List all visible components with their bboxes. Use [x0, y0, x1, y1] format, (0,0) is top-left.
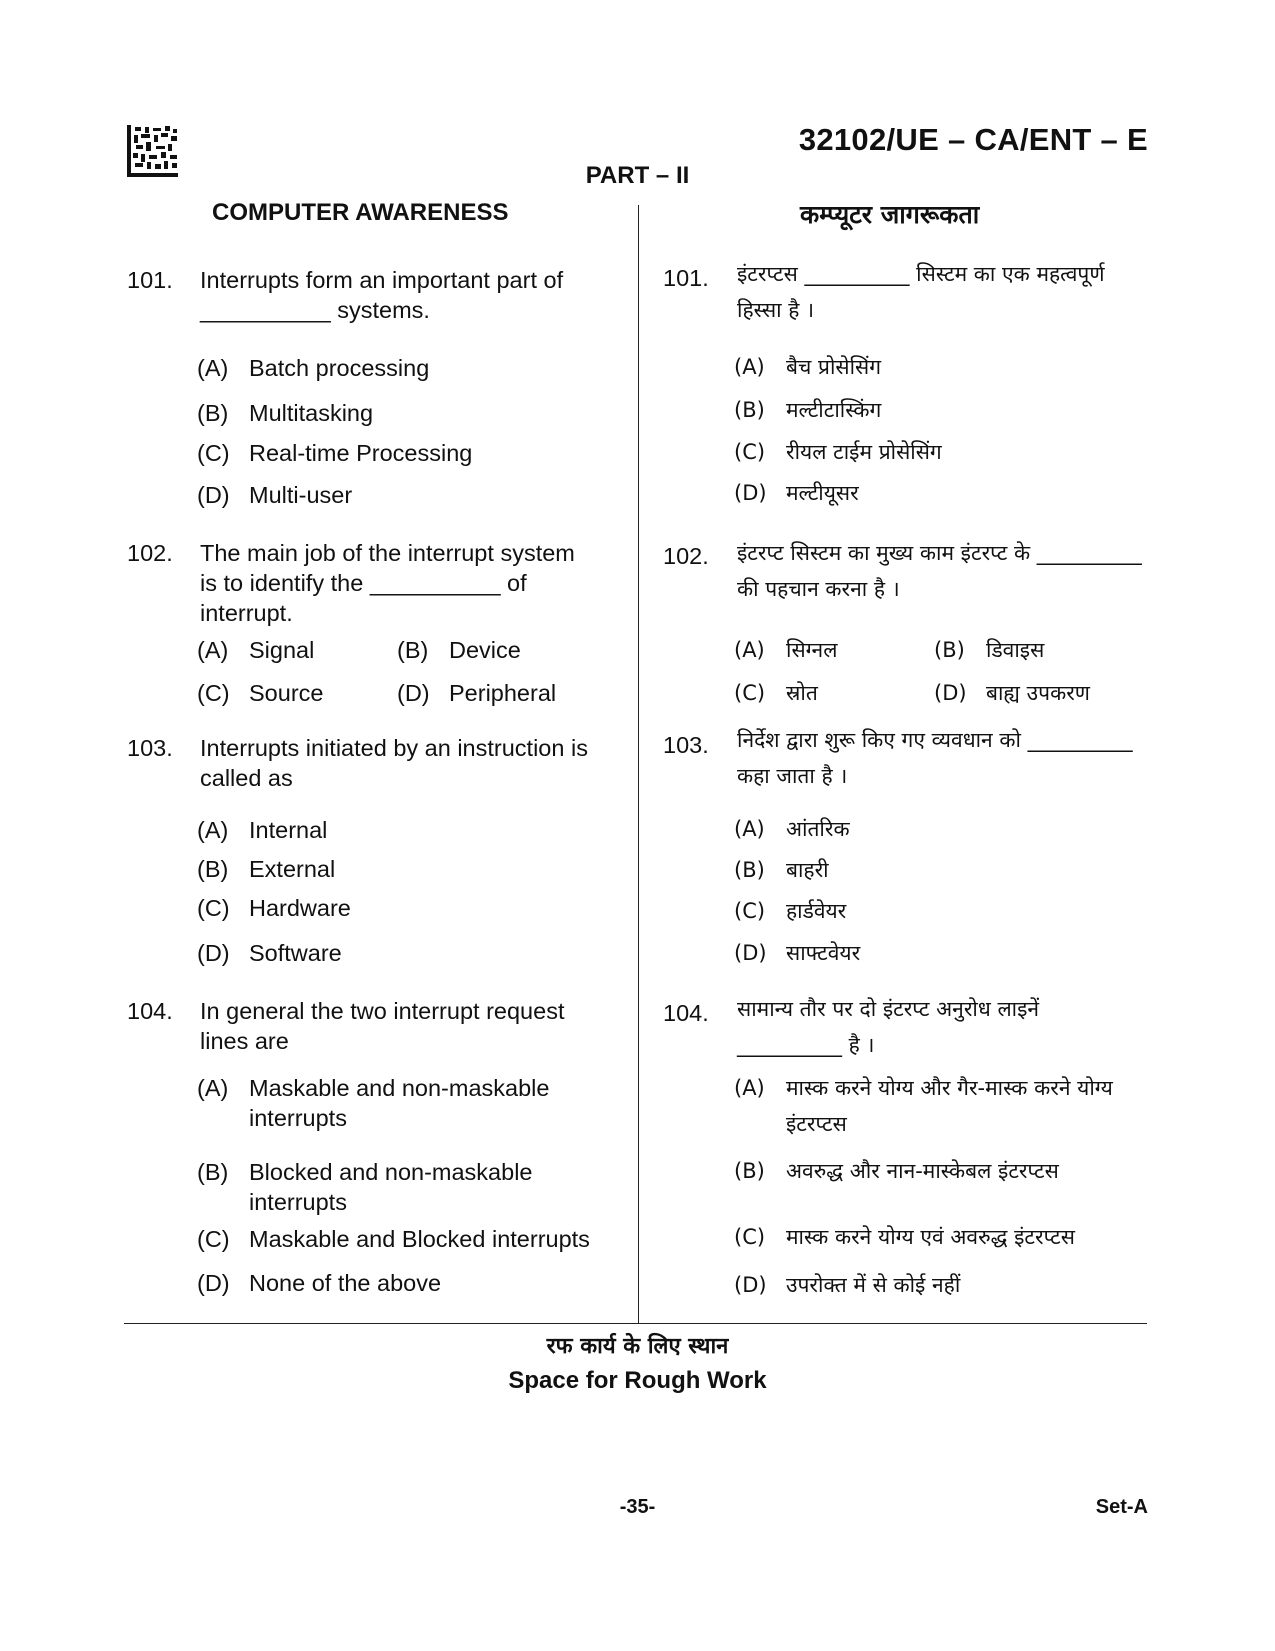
option-a[interactable]: (A) Signal [197, 637, 315, 663]
option-d[interactable]: (D) None of the above [197, 1270, 442, 1296]
option-a[interactable]: (A) सिग्नल [734, 638, 838, 662]
option-d[interactable]: (D) बाह्य उपकरण [934, 681, 1090, 705]
option-b[interactable]: (B) External [197, 856, 336, 882]
question-stem: सामान्य तौर पर दो इंटरप्ट अनुरोध लाइनें __________ है । [737, 997, 1040, 1057]
paper-code: 32102/UE – CA/ENT – E [798, 122, 1148, 157]
option-a[interactable]: (A) आंतरिक [734, 817, 850, 841]
option-c[interactable]: (C) हार्डवेयर [734, 899, 847, 923]
option-b[interactable]: (B) डिवाइस [934, 638, 1045, 662]
question-number: 103. [127, 735, 173, 761]
option-b[interactable]: (B) Device [397, 637, 521, 663]
option-b[interactable]: (B) मल्टीटास्किंग [734, 398, 882, 422]
option-c[interactable]: (C) Maskable and Blocked interrupts [197, 1226, 590, 1252]
option-b[interactable]: (B) बाहरी [734, 858, 829, 882]
option-a[interactable]: (A) Maskable and non-maskable interrupts [197, 1075, 550, 1131]
option-d[interactable]: (D) साफ्टवेयर [734, 941, 861, 965]
question-stem: इंटरप्ट सिस्टम का मुख्य काम इंटरप्ट के __________ की पहचान करना है । [737, 541, 1142, 601]
section-title-hindi: कम्प्यूटर जागरूकता [800, 200, 980, 229]
option-c[interactable]: (C) मास्क करने योग्य एवं अवरुद्ध इंटरप्टस [734, 1225, 1075, 1249]
question-number: 104. [127, 998, 173, 1024]
option-b[interactable]: (B) अवरुद्ध और नान-मास्केबल इंटरप्टस [734, 1159, 1059, 1183]
option-c[interactable]: (C) Hardware [197, 895, 351, 921]
question-stem: The main job of the interrupt system is to identify the __________ of interrupt. [200, 540, 575, 626]
question-number: 104. [663, 1000, 709, 1026]
rough-work-label: Space for Rough Work [508, 1367, 767, 1394]
question-stem: Interrupts initiated by an instruction is called as [200, 735, 588, 791]
question-number: 101. [663, 265, 709, 291]
question-stem: इंटरप्टस __________ सिस्टम का एक महत्वपूर्ण हिस्सा है । [737, 262, 1105, 322]
column-divider [638, 205, 639, 1323]
part-heading: PART – II [585, 162, 690, 189]
option-a[interactable]: (A) बैच प्रोसेसिंग [734, 355, 882, 379]
option-b[interactable]: (B) Multitasking [197, 400, 374, 426]
rough-work-label-hindi: रफ कार्य के लिए स्थान [546, 1334, 729, 1359]
option-d[interactable]: (D) Software [197, 940, 342, 966]
option-c[interactable]: (C) रीयल टाईम प्रोसेसिंग [734, 440, 942, 464]
option-c[interactable]: (C) Real-time Processing [197, 440, 473, 466]
option-d[interactable]: (D) मल्टीयूसर [734, 481, 859, 505]
option-c[interactable]: (C) स्रोत [734, 681, 818, 705]
question-number: 102. [127, 540, 173, 566]
question-number: 102. [663, 543, 709, 569]
option-b[interactable]: (B) Blocked and non-maskable interrupts [197, 1159, 533, 1215]
option-a[interactable]: (A) मास्क करने योग्य और गैर-मास्क करने योग्य इंटरप्टस [734, 1076, 1113, 1136]
question-stem: Interrupts form an important part of __________ systems. [200, 267, 564, 323]
option-c[interactable]: (C) Source [197, 680, 324, 706]
question-number: 101. [127, 267, 173, 293]
option-a[interactable]: (A) Batch processing [197, 355, 430, 381]
option-a[interactable]: (A) Internal [197, 817, 328, 843]
page-number: -35- [619, 1496, 656, 1518]
question-number: 103. [663, 732, 709, 758]
section-title-english: COMPUTER AWARENESS [212, 199, 509, 226]
set-label: Set-A [1095, 1496, 1148, 1518]
option-d[interactable]: (D) Multi-user [197, 482, 353, 508]
option-d[interactable]: (D) उपरोक्त में से कोई नहीं [734, 1273, 961, 1297]
question-stem: निर्देश द्वारा शुरू किए गए व्यवधान को __________ कहा जाता है । [737, 728, 1133, 788]
question-stem: In general the two interrupt request lines are [200, 998, 565, 1054]
bottom-divider [124, 1323, 1147, 1324]
option-d[interactable]: (D) Peripheral [397, 680, 557, 706]
